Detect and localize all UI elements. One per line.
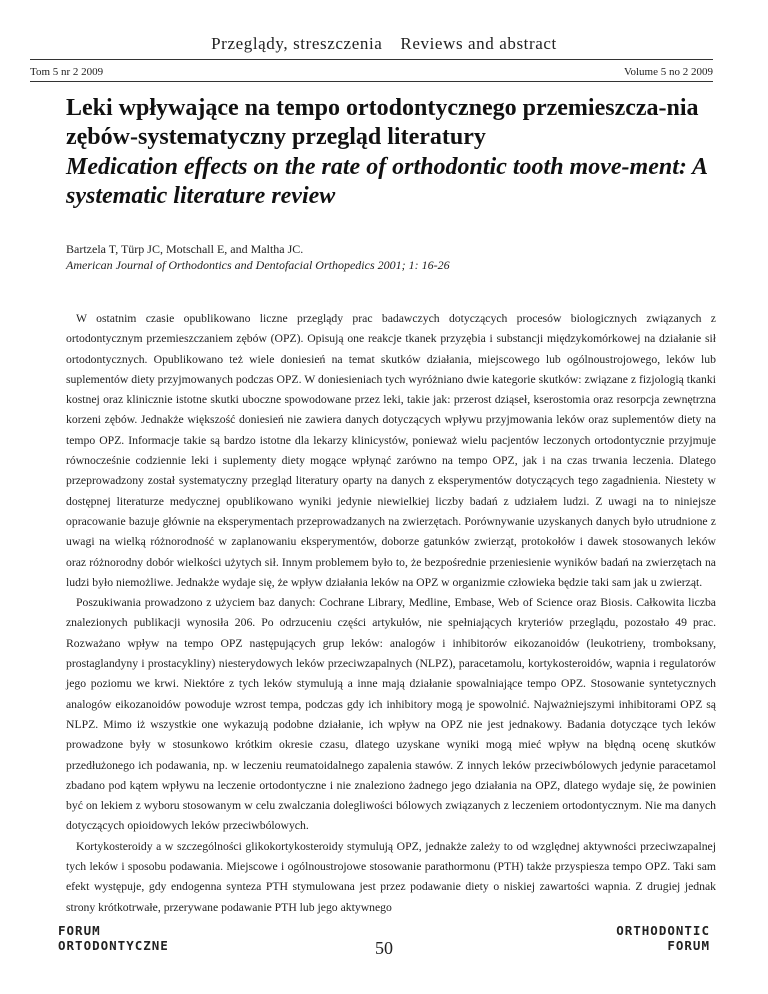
footer-left-line1: FORUM: [58, 923, 101, 938]
header-rule-bottom: [30, 81, 713, 82]
body-paragraph: Kortykosteroidy a w szczególności glikokortykosteroidy stymulują OPZ, jednakże zależy to od względnej aktywności przeciwzapalnej tych leków i sposobu podawania. Miejscowe i ogólnoustrojowe stosowanie parathormonu (PTH) także przyspiesza tempo OPZ. Taki sam efekt występuje, gdy endogenna synteza PTH stymulowana jest przez podawanie diety o niskiej zawartości wapnia. Z drugiej jednak strony krótkotrwałe, przerywane podawanie PTH lub jego aktywnego: [66, 839, 716, 914]
article-authors: Bartzela T, Türp JC, Motschall E, and Maltha JC.: [66, 242, 304, 256]
section-title-pl: Przeglądy, streszczenia: [211, 34, 383, 53]
body-paragraph: Poszukiwania prowadzono z użyciem baz danych: Cochrane Library, Medline, Embase, Web of Science oraz Biosis. Całkowita liczba znalezionych publikacji wynosiła 206. Po odrzuceniu części artykułów, nie spełniających kryteriów przeglądu, pozostało 49 prac. Rozważano wpływ na tempo OPZ następujących grup leków: analogów i inhibitorów eikozanoidów (leukotrieny, tromboksany, prostaglandyny i prostacykliny) niesterydowych leków przeciwzapalnych (NLPZ), paracetamolu, kortykosteroidów, wapnia i regulatorów jego poziomu we krwi. Niektóre z tych leków stymulują a inne mają działanie spowalniające tempo OPZ. Stosowanie syntetycznych analogów eikozanoidów powoduje wzrost tempa, podczas gdy ich inhibitory mogą je spowolnić. Najważniejszymi inhibitorami OPZ są NLPZ. Mimo iż wszystkie one wykazują podobne działanie, ich wpływ na OPZ nie jest jednakowy. Badania dotyczące tych leków prowadzone były w stosunkowo krótkim okresie czasu, dlatego uzyskane wyniki mogą mieć wpływ na błędną ocenę skutków przedłużonego ich podawania, np. w leczeniu reumatoidalnego zapalenia stawów. Z innych leków przeciwbólowych jedynie paracetamol zbadano pod kątem wpływu na leczenie ortodontyczne i nie znaleziono żadnego jego działania na OPZ, dlatego wydaje się, że powinien być on lekiem z wyboru stosowanym w celu zwalczania dolegliwości bólowych związanych z leczeniem ortodontycznym. Nie ma danych dotyczących opioidowych leków przeciwbólowych.: [66, 596, 716, 833]
page-number: 50: [375, 938, 393, 958]
footer-journal-en: [616, 923, 710, 953]
footer-left-line2: ORTODONTYCZNE: [58, 938, 169, 953]
section-title-en: Reviews and abstract: [400, 34, 557, 53]
article-journal: American Journal of Orthodontics and Dentofacial Orthopedics 2001; 1: 16-26: [66, 258, 450, 272]
header-rule-top: [30, 59, 713, 60]
volume-right: Volume 5 no 2 2009: [623, 66, 713, 78]
article-title-en: Medication effects on the rate of orthodontic tooth move-ment: A systematic literature review: [66, 154, 707, 209]
article-title-pl: Leki wpływające na tempo ortodontycznego przemieszcza-nia zębów-systematyczny przegląd literatury: [66, 95, 699, 150]
body-paragraph: W ostatnim czasie opublikowano liczne przeglądy prac badawczych dotyczących procesów biologicznych związanych z ortodontycznym przemieszczaniem zębów (OPZ). Opisują one reakcje tkanek przyzębia i substancji międzykomórkowej na działanie sił ortodontycznych. Opublikowano też wiele doniesień na temat skutków działania, miejscowego lub ogólnoustrojowego, leków lub suplementów diety przyjmowanych podczas OPZ. W doniesieniach tych wyróżniano dwie kategorie skutków: związane z fizjologią tkanki kostnej oraz klinicznie istotne skutki uboczne spowodowane przez leki, takie jak: przerost dziąseł, kserostomia oraz resorpcja zewnętrzna korzeni zębów. Jednakże większość doniesień nie zawiera danych dotyczących wpływu przyjmowania leków oraz suplementów diety na tempo OPZ. Informacje takie są bardzo istotne dla lekarzy klinicystów, ponieważ wielu pacjentów leczonych ortodontycznie przyjmuje równocześnie codziennie leki i suplementy diety mogące wpłynąć zarówno na tempo OPZ, jak i na czas trwania leczenia. Dlatego przeprowadzony został systematyczny przegląd literatury oparty na danych z eksperymentów dotyczących tego zagadnienia. Niestety w dostępnej literaturze medycznej opublikowano wyniki jedynie niewielkiej liczby badań z udziałem ludzi. Z uwagi na to niniejsze opracowanie bazuje głównie na eksperymentach przeprowadzanych na zwierzętach. Porównywanie uzyskanych danych było utrudnione z uwagi na wielką różnorodność w zaplanowaniu eksperymentów, doborze gatunków zwierząt, protokołów i dawek stosowanych leków oraz różnorodny dobór wielkości użytych sił. Innym problemem było to, że bezpośrednie przeniesienie wyników badań na zwierzętach na ludzi było niemożliwe. Jednakże wydaje się, że wpływ działania leków na OPZ w organizmie człowieka będzie taki sam jak u zwierząt.: [66, 312, 716, 589]
footer-right-line1: ORTHODONTIC: [616, 923, 710, 938]
running-header: [0, 34, 768, 54]
volume-left: Tom 5 nr 2 2009: [30, 66, 104, 78]
article-body: [66, 309, 716, 918]
footer-right-line2: FORUM: [667, 938, 710, 953]
